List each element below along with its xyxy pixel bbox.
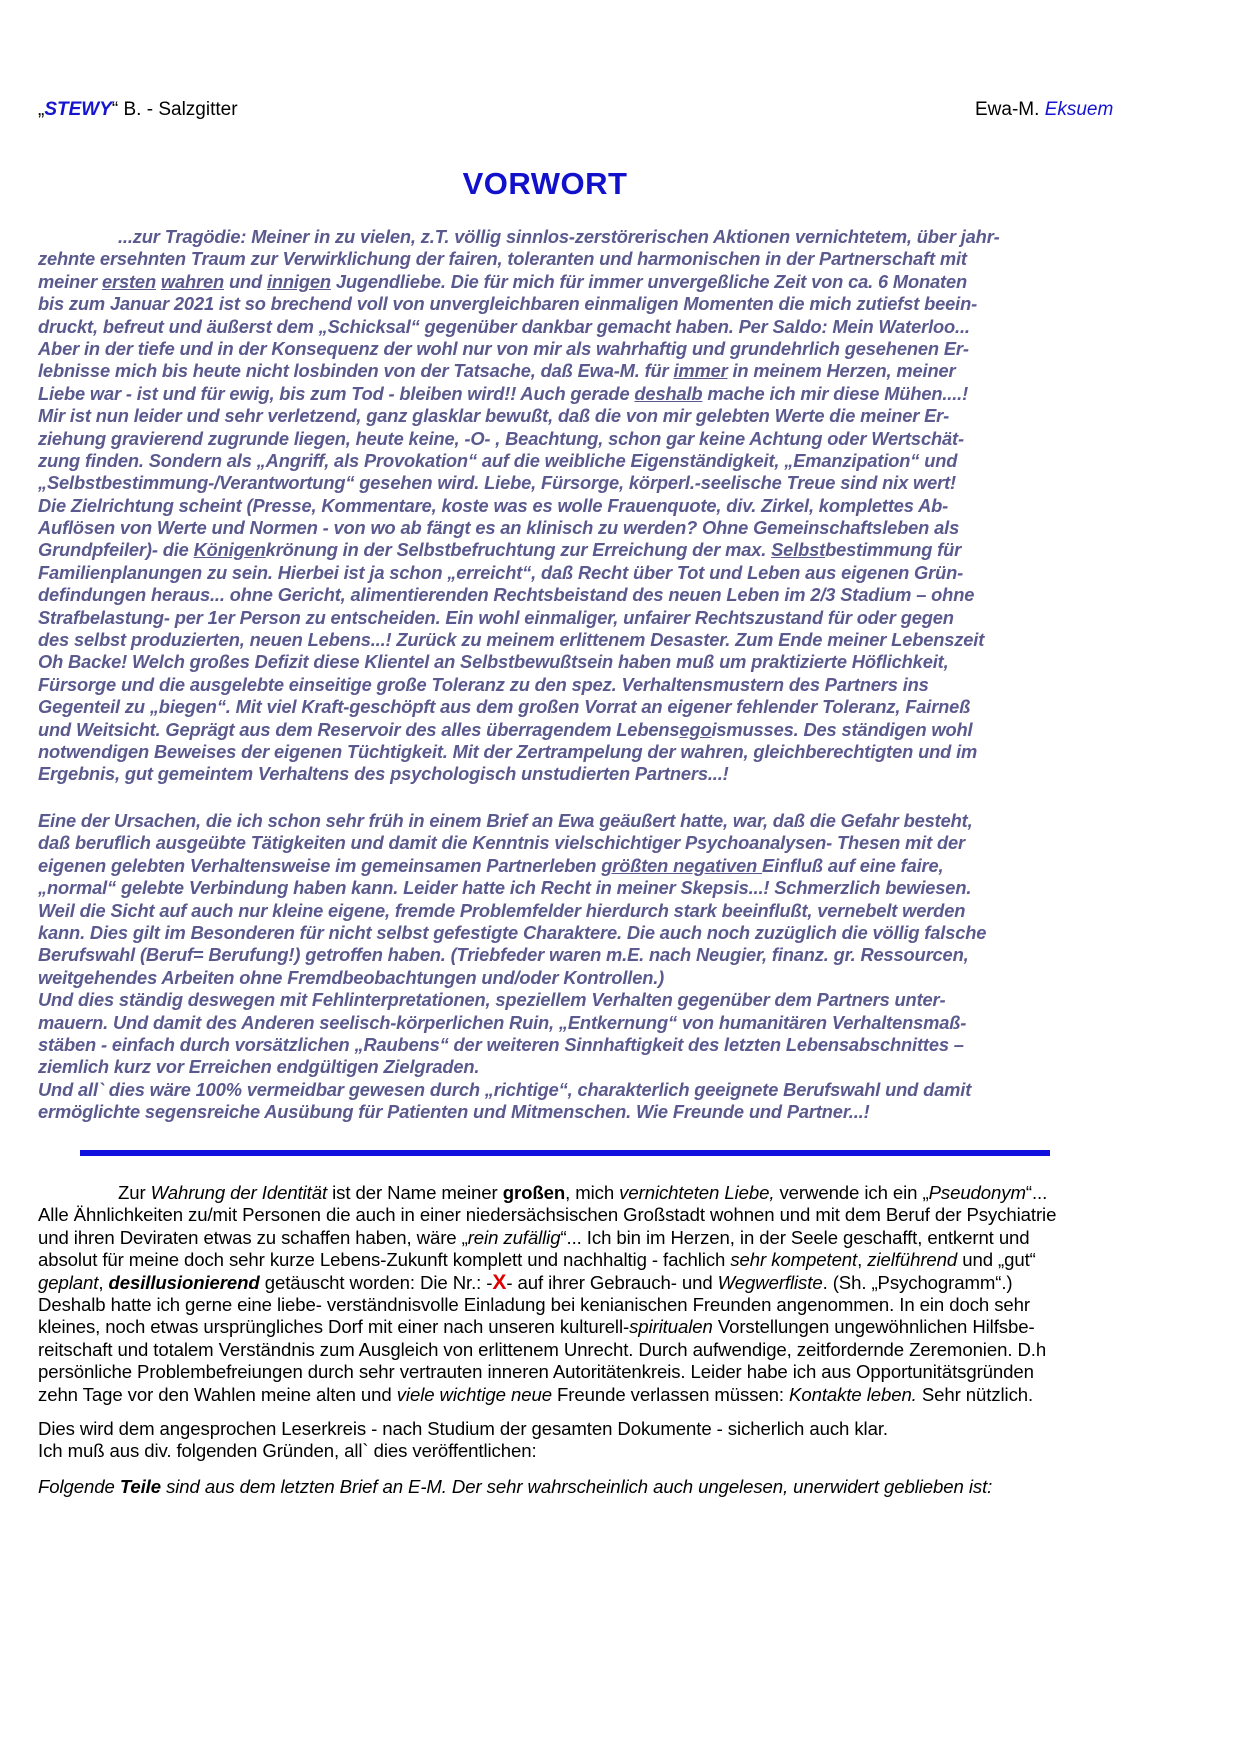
text-line — [38, 562, 1000, 584]
text: ist der Name meiner — [327, 1182, 503, 1203]
text-line — [38, 989, 986, 1011]
emphasis: Folgende — [38, 1476, 120, 1497]
text-line — [38, 877, 986, 899]
text-line — [38, 1227, 1056, 1249]
text: weitgehendes Arbeiten ohne Fremdbeobachtungen und/oder Kontrollen.) — [38, 966, 665, 988]
text-line — [38, 383, 1000, 405]
text: Aber in der tiefe und in der Konsequenz der wohl nur von mir als wahrhaftig und grundehrlich gesehenen Er- — [38, 337, 969, 359]
text: zung finden. Sondern als „Angriff, als Provokation“ auf die weibliche Eigenständigkeit, „Emanzipation“ und — [38, 449, 958, 471]
text: mauern. Und damit des Anderen seelisch-körperlichen Ruin, „Entkernung“ von humanitären Verhaltensmaß- — [38, 1011, 967, 1033]
text: ismusses. Des ständigen wohl — [711, 718, 973, 740]
text: Ergebnis, gut gemeintem Verhaltens des psychologisch unstudierten Partners...! — [38, 763, 729, 785]
emphasis: innigen — [266, 270, 331, 292]
text: Mir ist nun leider und sehr verletzend, ganz glasklar bewußt, daß die von mir gelebten Werte die meiner Er- — [38, 405, 950, 427]
text-line — [38, 1182, 1056, 1204]
text: Fürsorge und die ausgelebte einseitige große Toleranz zu den spez. Verhaltensmustern des Partners ins — [38, 673, 929, 695]
text-line — [38, 405, 1000, 427]
emphasis: ersten — [101, 270, 156, 292]
text-line — [38, 922, 986, 944]
text: eigenen gelebten Verhaltensweise im gemeinsamen Partnerleben — [38, 854, 602, 876]
text: und ihren Deviraten etwas zu schaffen haben, wäre „ — [38, 1226, 468, 1248]
text: Vorstellungen ungewöhnlichen Hilfsbe- — [712, 1316, 1035, 1338]
emphasis: vernichteten Liebe, — [619, 1182, 775, 1203]
text-line — [38, 517, 1000, 539]
text-line — [38, 607, 1000, 629]
emphasis: geplant — [38, 1271, 99, 1293]
text: „normal“ gelebte Verbindung haben kann. Leider hatte ich Recht in meiner Skepsis...! Schmerzlich bewiesen. — [38, 877, 972, 899]
text-line — [38, 741, 1000, 763]
text-line — [38, 1079, 986, 1101]
emphasis: Königen — [193, 539, 266, 561]
text-line — [38, 1056, 986, 1078]
recipient-name: Ewa-M. — [975, 99, 1045, 120]
text: zehn Tage vor den Wahlen meine alten und — [38, 1383, 397, 1405]
emphasis: spiritualen — [629, 1316, 713, 1338]
text-line — [38, 271, 1000, 293]
text-line — [38, 1418, 888, 1440]
text: lebnisse mich bis heute nicht losbinden von der Tatsache, daß Ewa-M. für — [38, 360, 674, 382]
text: Liebe war - ist und für ewig, bis zum Tod - bleiben wird!! Auch gerade — [38, 382, 635, 404]
text: kann. Dies gilt im Besonderen für nicht selbst gefestigte Charaktere. Die auch noch zuzüglich die völlig falsche — [38, 921, 987, 943]
recipient-pseudonym: Eksuem — [1044, 99, 1114, 120]
text: Jugendliebe. Die für mich für immer unvergeßliche Zeit von ca. 6 Monaten — [330, 270, 968, 292]
foreword-paragraph-2 — [38, 810, 986, 1123]
text: Auflösen von Werte und Normen - von wo ab fängt es an klinisch zu werden? Ohne Gemeinschaftsleben als — [38, 517, 960, 539]
text: ziehung gravierend zugrunde liegen, heute keine, -O- , Beachtung, schon gar keine Achtung oder Wertschät- — [38, 427, 964, 449]
text: persönliche Problembefreiungen durch sehr vertrauten inneren Autoritätenkreis. Leider habe ich aus Opportunitätsgründen — [38, 1361, 1034, 1383]
text-line — [38, 1440, 888, 1462]
text-line — [38, 1272, 1056, 1294]
text-line — [38, 1101, 986, 1123]
text: , mich — [565, 1182, 620, 1203]
text: defindungen heraus... ohne Gericht, alimentierenden Rechtsbeistand des neuen Leben im 2/3 Stadium – ohne — [38, 584, 975, 606]
emphasis: wahren — [160, 270, 225, 292]
text-line — [38, 226, 1000, 248]
text: bis zum Januar 2021 ist so brechend voll von unvergleichbaren einmaligen Momenten die mich zutiefst beein- — [38, 293, 978, 315]
text: “... — [1025, 1182, 1048, 1203]
text-line — [38, 539, 1000, 561]
text: Alle Ähnlichkeiten zu/mit Personen die auch in einer niedersächsischen Großstadt wohnen und mit dem Beruf der Psychiatrie — [38, 1204, 1057, 1226]
text: Freunde verlassen müssen: — [551, 1383, 790, 1405]
emphasis: sehr kompetent — [730, 1249, 858, 1271]
emphasis: größten negativen — [601, 854, 763, 876]
text-line — [38, 763, 1000, 785]
text: “... Ich bin im Herzen, in der Seele geschafft, entkernt und — [560, 1226, 1030, 1248]
text: Sehr nützlich. — [916, 1383, 1034, 1405]
divider — [80, 1150, 1050, 1156]
emphasis: desillusionierend — [108, 1271, 260, 1293]
text-line — [38, 472, 1000, 494]
emphasis: Teile — [119, 1476, 161, 1497]
text: Einfluß auf eine faire, — [762, 854, 944, 876]
text: stäben - einfach durch vorsätzlichen „Raubens“ der weiteren Sinnhaftigkeit des letzten Lebensabschnittes – — [38, 1033, 964, 1055]
text: in meinem Herzen, meiner — [727, 360, 956, 382]
emphasis: Kontakte leben. — [789, 1383, 917, 1405]
text: Grundpfeiler)- die — [38, 539, 194, 561]
text: kleines, noch etwas ursprüngliches Dorf mit einer nach unseren kulturell- — [38, 1316, 630, 1338]
text-line — [38, 338, 1000, 360]
letter-intro — [38, 1476, 992, 1498]
text: getäuscht worden: Die Nr.: - — [259, 1271, 493, 1293]
text-line — [38, 832, 986, 854]
text-line — [38, 1384, 1056, 1406]
text: mache ich mir diese Mühen....! — [702, 382, 969, 404]
author-left — [38, 99, 238, 121]
page-title: VORWORT — [462, 166, 628, 201]
text: Deshalb hatte ich gerne eine liebe- verständnisvolle Einladung bei kenianischen Freunden angenommen. In ein doch sehr — [38, 1293, 1030, 1315]
text: , — [857, 1249, 868, 1271]
readers-paragraph — [38, 1418, 888, 1463]
text: Eine der Ursachen, die ich schon sehr früh in einem Brief an Ewa geäußert hatte, war, daß die Gefahr besteht, — [38, 810, 973, 831]
text-line — [38, 248, 1000, 270]
emphasis: Selbst — [771, 539, 826, 561]
text-line — [38, 1034, 986, 1056]
text-line — [38, 584, 1000, 606]
text: und — [224, 270, 267, 292]
text: ...zur Tragödie: Meiner in zu vielen, z.T. völlig sinnlos-zerstörerischen Aktionen vernichtetem, über jahr- — [118, 226, 1000, 247]
text-line — [38, 495, 1000, 517]
text-line — [38, 900, 986, 922]
text-line — [38, 810, 986, 832]
text-line — [38, 855, 986, 877]
text: und Weitsicht. Geprägt aus dem Reservoir des alles überragendem Lebens — [38, 718, 680, 740]
text-line — [38, 1249, 1056, 1271]
text: Und dies ständig deswegen mit Fehlinterpretationen, speziellem Verhalten gegenüber dem Partners unter- — [38, 989, 946, 1011]
text: notwendigen Beweises der eigenen Tüchtigkeit. Mit der Zertrampelung der wahren, gleichberechtigten und im — [38, 740, 978, 762]
text-line — [38, 719, 1000, 741]
text-line — [38, 1361, 1056, 1383]
text: Und all` dies wäre 100% vermeidbar gewesen durch „richtige“, charakterlich geeignete Berufswahl und damit — [38, 1078, 972, 1100]
text-line — [38, 651, 1000, 673]
text-line — [38, 1316, 1056, 1338]
text: Oh Backe! Welch großes Defizit diese Klientel an Selbstbewußtsein haben muß um praktizierte Höflichkeit, — [38, 651, 949, 673]
text: meiner — [38, 270, 102, 292]
author-right — [975, 99, 1113, 121]
text: zehnte ersehnten Traum zur Verwirklichung der fairen, toleranten und harmonischen in der Partnerschaft mit — [38, 248, 967, 270]
text: Familienplanungen zu sein. Hierbei ist ja schon „erreicht“, daß Recht über Tot und Leben aus eigenen Grün- — [38, 561, 964, 583]
text-line — [38, 428, 1000, 450]
author-pseudonym: STEWY — [44, 99, 112, 120]
text: bestimmung für — [825, 539, 962, 561]
text-line — [38, 674, 1000, 696]
text: , — [98, 1271, 109, 1293]
text-line — [38, 293, 1000, 315]
emphasis: Wegwerfliste — [717, 1271, 823, 1293]
text-line — [38, 316, 1000, 338]
text: Berufswahl (Beruf= Berufung!) getroffen haben. (Triebfeder waren m.E. nach Neugier, finanz. gr. Ressourcen, — [38, 944, 969, 966]
text-line — [38, 629, 1000, 651]
text: des selbst produzierten, neuen Lebens...! Zurück zu meinem erlittenem Desaster. Zum Ende meiner Lebenszeit — [38, 629, 985, 651]
text: druckt, befreut und äußerst dem „Schicksal“ gegenüber dankbar gemacht haben. Per Saldo: Mein Waterloo... — [38, 315, 970, 337]
author-location: “ B. - Salzgitter — [111, 99, 238, 120]
text: verwende ich ein „ — [774, 1182, 929, 1203]
text: ziemlich kurz vor Erreichen endgültigen Zielgraden. — [38, 1056, 480, 1078]
emphasis: ego — [679, 718, 712, 740]
text: „Selbstbestimmung-/Verantwortung“ gesehen wird. Liebe, Fürsorge, körperl.-seelische Treue sind nix wert! — [38, 472, 956, 494]
text-line — [38, 967, 986, 989]
text-line — [38, 944, 986, 966]
emphasis: rein zufällig — [467, 1226, 561, 1248]
text-line — [38, 696, 1000, 718]
text: ermöglichte segensreiche Ausübung für Patienten und Mitmenschen. Wie Freunde und Partner...! — [38, 1101, 870, 1123]
text: reitschaft und totalem Verständnis zum Ausgleich von erlittenem Unrecht. Durch aufwendige, zeitfordernde Zeremonien. D.h — [38, 1338, 1047, 1360]
text: Dies wird dem angesprochen Leserkreis - nach Studium der gesamten Dokumente - sicherlich auch klar. — [38, 1418, 888, 1439]
emphasis: großen — [502, 1182, 566, 1203]
text-line — [38, 450, 1000, 472]
text: Strafbelastung- per 1er Person zu entscheiden. Ein wohl einmaliger, unfairer Rechtszustand für oder gegen — [38, 606, 954, 628]
foreword-paragraph-1 — [38, 226, 1000, 786]
quote: „ — [38, 99, 45, 120]
text: und „gut“ — [957, 1249, 1036, 1271]
mark-x: X — [492, 1270, 507, 1294]
text-line — [38, 1204, 1056, 1226]
emphasis: immer — [673, 360, 728, 382]
text-line — [38, 360, 1000, 382]
text-line — [38, 1012, 986, 1034]
emphasis: deshalb — [634, 382, 703, 404]
text: Zur — [118, 1182, 151, 1203]
emphasis: viele wichtige neue — [396, 1383, 552, 1405]
text-line — [38, 1294, 1056, 1316]
text-line — [38, 1476, 992, 1498]
text: daß beruflich ausgeübte Tätigkeiten und damit die Kenntnis vielschichtiger Psychoanalysen- Thesen mit der — [38, 832, 965, 854]
text: Ich muß aus div. folgenden Gründen, all` dies veröffentlichen: — [38, 1440, 537, 1462]
text: Weil die Sicht auf auch nur kleine eigene, fremde Problemfelder hierdurch stark beeinflußt, vernebelt werden — [38, 899, 966, 921]
text: Die Zielrichtung scheint (Presse, Kommentare, koste was es wolle Frauenquote, div. Zirkel, komplettes Ab- — [38, 494, 949, 516]
text: absolut für meine doch sehr kurze Lebens-Zukunft komplett und nachhaltig - fachlich — [38, 1249, 731, 1271]
text: krönung in der Selbstbefruchtung zur Erreichung der max. — [265, 539, 772, 561]
text: - auf ihrer Gebrauch- und — [506, 1271, 718, 1293]
emphasis: Wahrung der Identität — [150, 1182, 328, 1203]
identity-paragraph — [38, 1182, 1056, 1406]
text-line — [38, 1339, 1056, 1361]
text: . (Sh. „Psychogramm“.) — [822, 1271, 1013, 1293]
emphasis: zielführend — [867, 1249, 958, 1271]
text: Gegenteil zu „biegen“. Mit viel Kraft-geschöpft aus dem großen Vorrat an eigener fehlender Toleranz, Fairneß — [38, 696, 971, 718]
emphasis: Pseudonym — [928, 1182, 1026, 1203]
emphasis: sind aus dem letzten Brief an E-M. Der sehr wahrscheinlich auch ungelesen, unerwidert geblieben ist: — [161, 1476, 993, 1497]
